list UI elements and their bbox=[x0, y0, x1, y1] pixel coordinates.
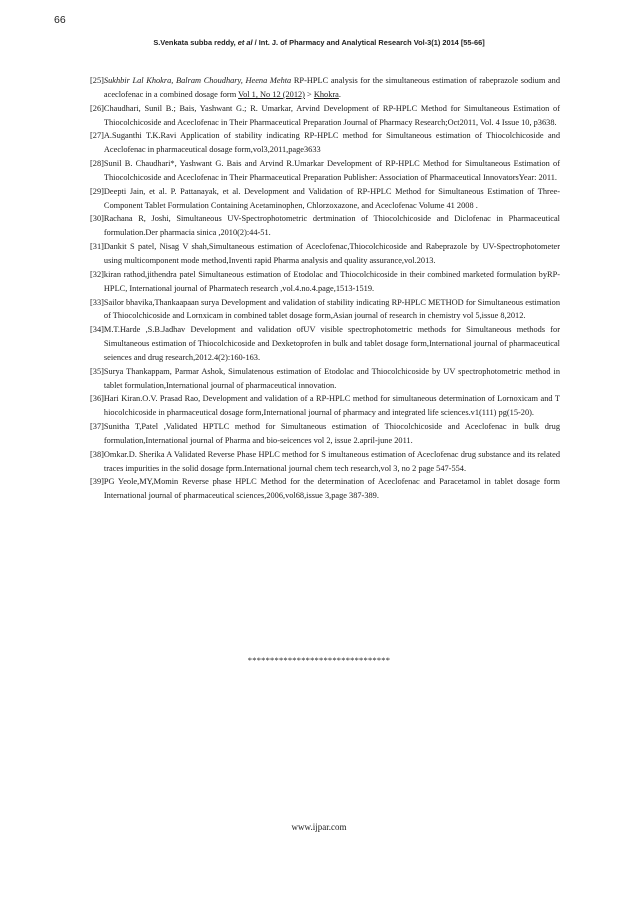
reference-number: [25] bbox=[90, 76, 104, 85]
reference-number: [32] bbox=[90, 269, 104, 279]
reference-number: [29] bbox=[90, 186, 104, 196]
reference-text bbox=[104, 268, 560, 296]
reference-item bbox=[90, 129, 560, 157]
reference-text-segment: . bbox=[338, 89, 341, 99]
reference-text-segment: kiran rathod,jithendra patel Simultaneous estimation of Etodolac and Thiocolchicoside in their combined marketed formulation byRP-HPLC, International journal of Pharmatech research ,vol.4.no.4.page,1513-1519. bbox=[103, 269, 560, 293]
reference-item bbox=[90, 212, 560, 240]
reference-item bbox=[90, 74, 560, 102]
running-head-journal: / Int. J. of Pharmacy and Analytical Research Vol-3(1) 2014 [55-66] bbox=[252, 38, 485, 47]
reference-number: [31] bbox=[90, 242, 104, 252]
reference-number: [37] bbox=[90, 422, 104, 432]
reference-item bbox=[90, 185, 560, 213]
reference-text bbox=[104, 240, 560, 268]
reference-number: [28] bbox=[90, 159, 104, 169]
running-head-etal: et al bbox=[237, 38, 253, 47]
reference-text-segment: A.Suganthi T.K.Ravi Application of stability indicating RP-HPLC method for Simultaneous estimation of Thiocolchicoside and Aceclofenac in pharmaceutical dosage form,vol3,2011,page3633 bbox=[103, 131, 560, 155]
reference-text-segment: Rachana R, Joshi, Simultaneous UV-Spectrophotometric dertmination of Thiocolchicoside and Diclofenac in Pharmaceutical formulation.Der pharmacia sinica ,2010(2):44-51. bbox=[103, 214, 560, 238]
reference-item bbox=[90, 240, 560, 268]
reference-number: [39] bbox=[90, 477, 104, 487]
reference-text bbox=[104, 129, 560, 157]
reference-item bbox=[90, 157, 560, 185]
reference-text bbox=[104, 185, 560, 213]
reference-item bbox=[90, 420, 560, 448]
reference-text-segment: Dankit S patel, Nisag V shah,Simultaneous estimation of Aceclofenac,Thiocolchicoside and Rabeprazole by UV-Spectrophotometer using multicomponent mode method,Inventi rapid Pharma analysis and quality assurance,vol.2013. bbox=[103, 242, 560, 265]
reference-text bbox=[104, 323, 560, 365]
reference-text bbox=[104, 296, 560, 324]
reference-text bbox=[104, 475, 560, 503]
reference-text-segment: M.T.Harde ,S.B.Jadhav Development and validation ofUV visible spectrophotometric methods for Simultaneous methods for Simultaneous estimation of Thiocolchicoside and Dexketoprofen in bulk and tablet dosage form,International journal of pharmaceutical seiences and drug research,2012.4(2):160-163. bbox=[103, 325, 560, 362]
reference-item bbox=[90, 475, 560, 503]
reference-text bbox=[104, 392, 560, 420]
page-number: 66 bbox=[54, 14, 66, 26]
reference-text bbox=[104, 74, 560, 102]
reference-number: [26] bbox=[90, 103, 104, 113]
reference-text-segment: Surya Thankappam, Parmar Ashok, Simulatenous estimation of Etodolac and Thiocolchicoside by UV spectrophotometric method in tablet formulation,International journal of pharmaceutical innovation. bbox=[103, 366, 560, 390]
reference-text bbox=[104, 448, 560, 476]
reference-number: [27] bbox=[90, 131, 104, 141]
reference-item bbox=[90, 392, 560, 420]
running-head-authors: S.Venkata subba reddy, bbox=[153, 38, 238, 47]
reference-number: [36] bbox=[90, 394, 104, 404]
reference-text-segment: Sunil B. Chaudhari*, Yashwant G. Bais and Arvind R.Umarkar Development of RP-HPLC Method for Simultaneous Estimation of Thiocolchicoside and Aceclofenac in Their Pharmaceutical Preparation Publisher: Association of Pharmaceutical InnovatorsYear: 2011. bbox=[103, 159, 560, 182]
reference-text-segment: Deepti Jain, et al. P. Pattanayak, et al. Development and Validation of RP-HPLC Method for Simultaneous Estimation of Three-Component Tablet Formulation Containing Acetaminophen, Chlorzoxazone, and Aceclofenac Volume 41 2008 . bbox=[103, 186, 560, 210]
reference-item bbox=[90, 102, 560, 130]
reference-text-segment: Omkar.D. Sherika A Validated Reverse Phase HPLC method for S imultaneous estimation of Aceclofenac drug substance and its related traces impurities in the solid dosage fprm.International journal chem tech research,vol 3, no 2 page 547-554. bbox=[103, 449, 560, 473]
reference-text-segment: Chaudhari, Sunil B.; Bais, Yashwant G.; R. Umarkar, Arvind Development of RP-HPLC Method for Simultaneous Estimation of Thiocolchicoside and Aceclofenac in Their Pharmaceutical Preparation Journal of Pharmacy Research;Oct2011, Vol. 4 Issue 10, p3638. bbox=[103, 103, 560, 127]
reference-item bbox=[90, 365, 560, 393]
reference-number: [30] bbox=[90, 214, 104, 224]
reference-number: [34] bbox=[90, 325, 104, 335]
reference-text bbox=[104, 157, 560, 185]
reference-link[interactable]: Vol 1, No 12 (2012) bbox=[238, 89, 305, 99]
reference-text-segment: RP-HPLC analysis for the simultaneous estimation of rabeprazole sodium and aceclofenac in a combined dosage form bbox=[103, 76, 560, 99]
reference-item bbox=[90, 268, 560, 296]
reference-link[interactable]: Khokra bbox=[313, 89, 339, 99]
reference-number: [35] bbox=[90, 366, 104, 376]
reference-text bbox=[104, 212, 560, 240]
reference-text-segment: PG Yeole,MY,Momin Reverse phase HPLC Method for the determination of Aceclofenac and Paracetamol in tablet dosage form International journal of pharmaceutical sciences,2006,vol68,issue 3,page 387-389. bbox=[103, 477, 560, 501]
reference-text-segment: Sunitha T,Patel ,Validated HPTLC method for Simultaneous estimation of Thiocolchicoside and Aceclofenac in bulk drug formulation,International journal of Pharma and bio-seicences vol 2, issue 2.april-june 2011. bbox=[103, 422, 560, 445]
reference-number: [33] bbox=[90, 297, 104, 307]
reference-text bbox=[104, 365, 560, 393]
reference-item bbox=[90, 448, 560, 476]
reference-text bbox=[104, 102, 560, 130]
reference-authors-italic: Sukhbir Lal Khokra, Balram Choudhary, Heena Mehta bbox=[103, 76, 292, 85]
reference-item bbox=[90, 296, 560, 324]
reference-list bbox=[90, 74, 560, 503]
reference-text-segment: > bbox=[304, 89, 314, 99]
footer-url[interactable]: www.ijpar.com bbox=[291, 822, 347, 832]
reference-text bbox=[104, 420, 560, 448]
reference-text-segment: Sailor bhavika,Thankaapaan surya Development and validation of stability indicating RP-HPLC METHOD for Simultaneous estimation of Thiocolchicoside and Lornxicam in combined tablet dosage form,Asian journal of research in chemistry vol 5,issue 8,2012. bbox=[103, 297, 560, 321]
end-of-article-marker: ******************************** bbox=[247, 655, 391, 665]
reference-text-segment: Hari Kiran.O.V. Prasad Rao, Development and validation of a RP-HPLC method for simultaneous determination of Lornoxicam and T hiocolchicoside in pharmaceutical dosage form,International journal of pharmacy and integrated life sciences.v1(111) pg(15-20). bbox=[103, 394, 560, 418]
reference-number: [38] bbox=[90, 449, 104, 459]
running-head bbox=[0, 38, 638, 47]
reference-item bbox=[90, 323, 560, 365]
